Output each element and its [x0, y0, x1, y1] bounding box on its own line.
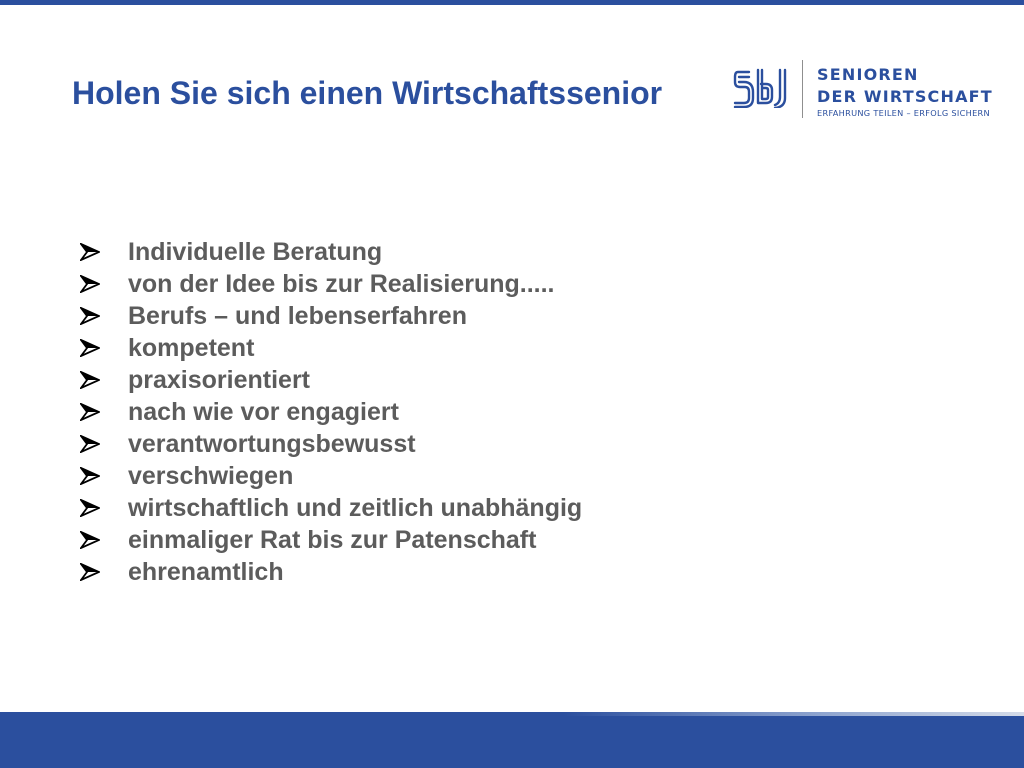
arrow-bullet-icon	[80, 243, 100, 261]
list-item	[80, 524, 582, 556]
arrow-bullet-icon	[80, 563, 100, 581]
arrow-bullet-icon	[80, 531, 100, 549]
list-item	[80, 492, 582, 524]
list-item	[80, 364, 582, 396]
list-item-label: praxisorientiert	[128, 366, 311, 394]
bottom-footer-bar	[0, 712, 1024, 768]
list-item	[80, 236, 582, 268]
list-item-label: nach wie vor engagiert	[128, 398, 399, 426]
list-item-label: Berufs – und lebenserfahren	[128, 302, 467, 330]
list-item-label: einmaliger Rat bis zur Patenschaft	[128, 526, 537, 554]
list-item	[80, 332, 582, 364]
footer-highlight-strip	[0, 712, 1024, 716]
arrow-bullet-icon	[80, 307, 100, 325]
arrow-bullet-icon	[80, 467, 100, 485]
list-item-label: kompetent	[128, 334, 255, 362]
slide-title: Holen Sie sich einen Wirtschaftssenior	[72, 75, 663, 111]
list-item	[80, 300, 582, 332]
list-item	[80, 556, 582, 588]
arrow-bullet-icon	[80, 275, 100, 293]
list-item-label: verantwortungsbewusst	[128, 430, 416, 458]
list-item	[80, 428, 582, 460]
logo	[733, 60, 993, 122]
logo-tagline: ERFAHRUNG TEILEN – ERFOLG SICHERN	[817, 108, 990, 118]
logo-title-line-2: DER WIRTSCHAFT	[817, 87, 993, 106]
arrow-bullet-icon	[80, 371, 100, 389]
logo-title-line-1: SENIOREN	[817, 65, 919, 84]
list-item-label: ehrenamtlich	[128, 558, 284, 586]
list-item-label: verschwiegen	[128, 462, 294, 490]
list-item	[80, 268, 582, 300]
list-item-label: von der Idee bis zur Realisierung.....	[128, 270, 555, 298]
feature-bullet-list	[80, 236, 582, 588]
logo-divider	[802, 60, 803, 118]
list-item	[80, 396, 582, 428]
sbj-logo-mark	[733, 68, 791, 108]
arrow-bullet-icon	[80, 403, 100, 421]
arrow-bullet-icon	[80, 435, 100, 453]
list-item	[80, 460, 582, 492]
arrow-bullet-icon	[80, 499, 100, 517]
list-item-label: wirtschaftlich und zeitlich unabhängig	[128, 494, 583, 522]
list-item-label: Individuelle Beratung	[128, 238, 383, 266]
top-accent-bar	[0, 0, 1024, 5]
arrow-bullet-icon	[80, 339, 100, 357]
